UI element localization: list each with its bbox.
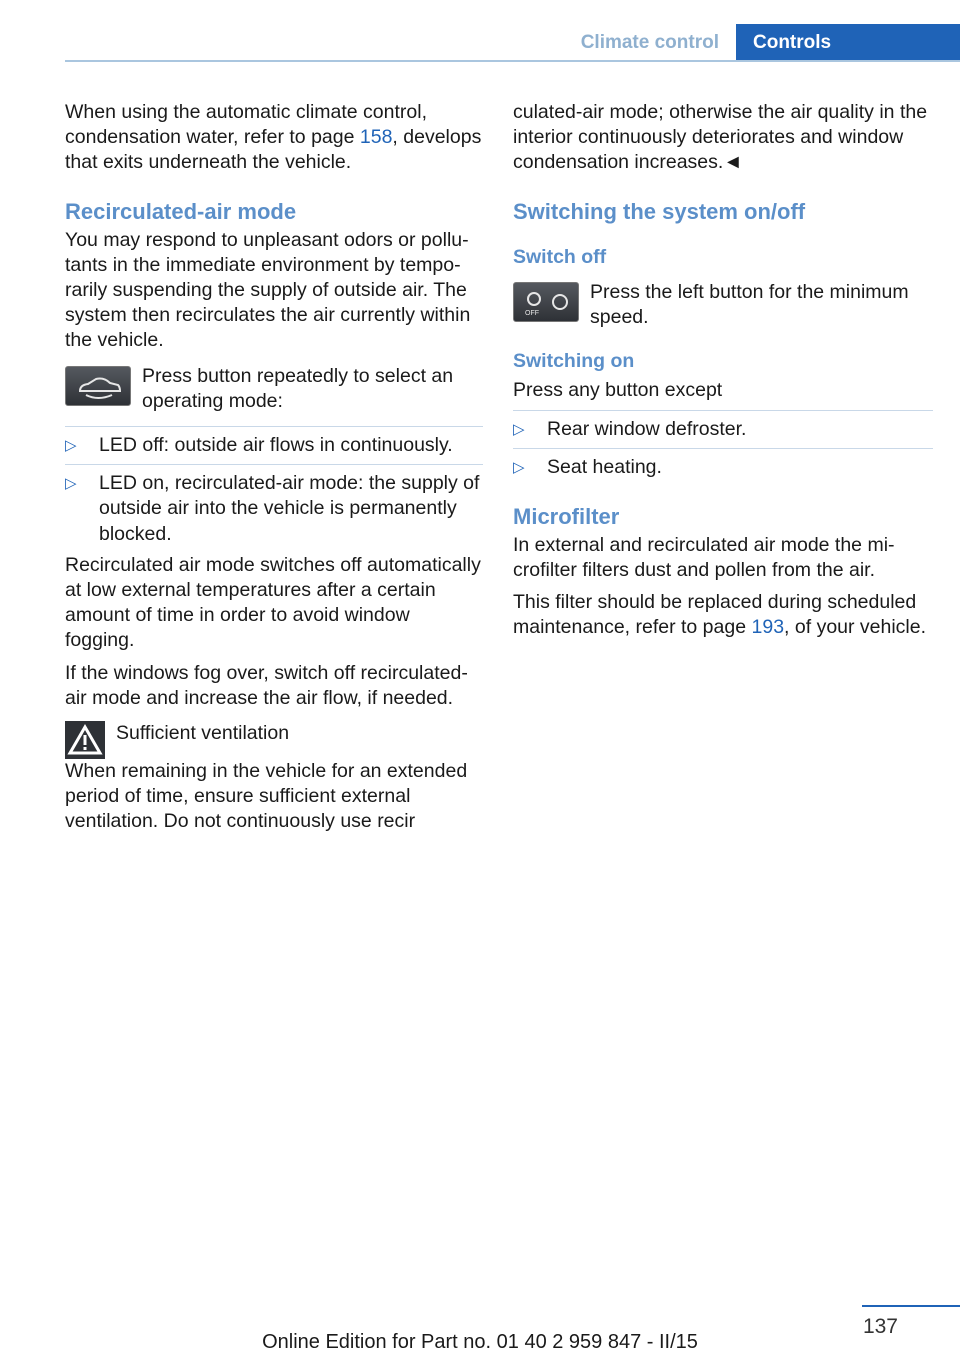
continued-paragraph: culated-air mode; otherwise the air quality in the interior continuously deteriorates and window condensation increases.◄ [513,101,928,174]
right-column [513,100,933,647]
page-link-193[interactable]: 193 [751,616,785,639]
svg-text:OFF: OFF [525,309,539,317]
auto-off-paragraph: Recirculated air mode switches off automatically at low external temperatures after a certain amount of time in order to avoid window fogging. [65,553,481,652]
list-item [513,410,933,442]
intro-end-text: , develops that exits underneath the vehicle. [65,126,482,174]
recirc-button-row [65,364,483,414]
intro-text: When using the automatic climate control, condensation water, refer to page [65,101,428,149]
fog-paragraph: If the windows fog over, switch off recirculated-air mode and increase the air flow, if needed. [65,661,468,709]
triangle-bullet-icon: ▷ [65,475,77,493]
recirc-heading: Recirculated-air mode [65,198,297,224]
triangle-bullet-icon: ▷ [65,437,77,455]
microfilter-heading: Microfilter [513,503,620,529]
replace-text: This filter should be replaced during scheduled maintenance, refer to page [513,591,917,639]
switch-off-heading: Switch off [513,245,607,268]
replace-paragraph [513,590,933,640]
warning-block [65,721,483,759]
header-rule [65,60,960,62]
microfilter-paragraph: In external and recirculated air mode the microfilter filters dust and pollen from the air. [513,533,895,581]
list-item [513,448,933,480]
page-header [65,24,960,62]
left-column [65,100,483,842]
warning-text: When remaining in the vehicle for an extended period of time, ensure sufficient external ventilation. Do not continuously use recir [65,760,468,833]
replace-end-text: , of your vehicle. [784,616,927,639]
list-item-text: Seat heating. [547,456,662,479]
section-tab[interactable]: Climate control [580,32,719,53]
list-item-text: LED off: outside air flows in continuously. [99,434,453,457]
recirculation-icon [65,366,131,406]
recirc-paragraph: You may respond to unpleasant odors or pollutants in the immediate environment by temporarily suspending the supply of outside air. The system then recirculates the air currently within the vehicle. [65,228,471,352]
page-number: 137 [862,1315,898,1338]
switch-off-text: Press the left button for the minimum speed. [590,280,909,328]
list-item [65,426,483,458]
warning-title: Sufficient ventilation [116,722,290,745]
fan-off-icon [513,282,579,322]
list-item [65,464,483,547]
chapter-tab[interactable]: Controls [736,24,960,62]
warning-icon [65,721,105,759]
off-button-row [513,280,933,330]
intro-paragraph [65,100,483,176]
edition-line: Online Edition for Part no. 01 40 2 959 847 - II/15 [262,1331,698,1353]
switch-on-text: Press any button except [513,379,723,402]
led-list [65,426,483,547]
footer-rule [862,1305,960,1307]
list-item-text: Rear window defroster. [547,418,747,441]
switch-heading: Switching the system on/off [513,198,806,224]
except-list [513,410,933,480]
page-link-158[interactable]: 158 [359,126,393,149]
triangle-bullet-icon: ▷ [513,459,525,477]
switch-on-heading: Switching on [513,350,635,373]
list-item-text: LED on, recirculated-air mode: the supply of outside air into the vehicle is permanently blocked. [99,472,480,545]
recirc-button-text: Press button repeatedly to select an operating mode: [142,364,454,412]
triangle-bullet-icon: ▷ [513,421,525,439]
